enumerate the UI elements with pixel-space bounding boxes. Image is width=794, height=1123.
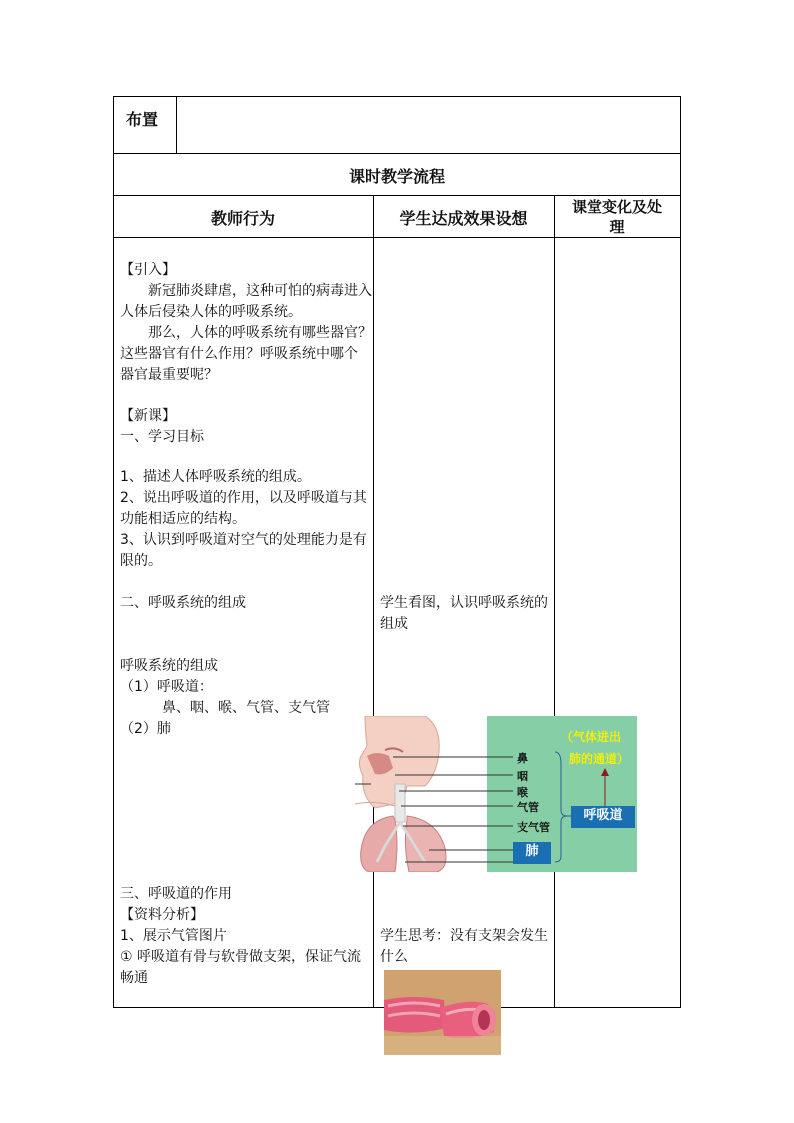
- row-label-assignment: 布置: [126, 110, 159, 129]
- objective-item: 限的。: [120, 553, 162, 569]
- airway-note-line1: （气体进出: [561, 730, 622, 744]
- analysis-item: ① 呼吸道有骨与软骨做支架，保证气流: [120, 949, 361, 965]
- label-nose: 鼻: [517, 752, 528, 765]
- header-classroom-line1: 课堂变化及处: [571, 198, 662, 216]
- intro-text: 新冠肺炎肆虐，这种可怕的病毒进入: [120, 283, 372, 299]
- objective-item: 3、认识到呼吸道对空气的处理能力是有: [120, 532, 367, 548]
- student-response: 组成: [380, 616, 408, 632]
- objective-item: 2、说出呼吸道的作用，以及呼吸道与其: [120, 490, 367, 506]
- analysis-item: 畅通: [120, 970, 148, 986]
- respiratory-system-figure: [355, 716, 637, 872]
- label-larynx: 喉: [517, 786, 528, 799]
- intro-text: 器官最重要呢？: [120, 367, 218, 383]
- header-teacher: 教师行为: [210, 209, 275, 228]
- trachea-illustration: [384, 970, 501, 1055]
- intro-text: 人体后侵染人体的呼吸系统。: [120, 304, 302, 320]
- composition-item: （1）呼吸道：: [120, 679, 213, 695]
- header-student: 学生达成效果设想: [399, 209, 528, 228]
- intro-text: 这些器官有什么作用？呼吸系统中哪个: [120, 346, 358, 362]
- table-border-right: [680, 96, 681, 1008]
- section-two-heading: 二、呼吸系统的组成: [120, 595, 246, 611]
- trachea-photo: [384, 970, 501, 1055]
- analysis-item: 1、展示气管图片: [120, 928, 227, 944]
- header-classroom: [554, 197, 680, 237]
- objective-item: 1、描述人体呼吸系统的组成。: [120, 469, 311, 485]
- header-classroom-line2: 理: [609, 218, 625, 236]
- label-lung: 肺: [513, 842, 551, 864]
- objectives-heading: 一、学习目标: [120, 429, 204, 445]
- label-trachea: 气管: [517, 801, 539, 814]
- table-rule: [113, 153, 681, 154]
- table-rule: [554, 195, 555, 1007]
- table-border-left: [113, 96, 114, 1008]
- new-lesson-heading: 【新课】: [120, 408, 176, 424]
- table-rule: [113, 195, 681, 196]
- table-rule: [176, 96, 177, 153]
- label-pharynx: 咽: [517, 770, 528, 783]
- table-rule: [373, 195, 374, 1007]
- intro-heading: 【引入】: [120, 262, 176, 278]
- student-response: 学生思考：没有支架会发生: [380, 928, 548, 944]
- airway-note-line2: 肺的通道）: [569, 752, 630, 766]
- table-rule: [113, 237, 681, 238]
- analysis-heading: 【资料分析】: [120, 907, 204, 923]
- student-response: 学生看图，认识呼吸系统的: [380, 595, 548, 611]
- section-title: 课时教学流程: [348, 167, 445, 186]
- composition-item: 鼻、咽、喉、气管、支气管: [120, 700, 330, 716]
- section-three-heading: 三、呼吸道的作用: [120, 886, 232, 902]
- label-bronchi: 支气管: [517, 821, 550, 834]
- objective-item: 功能相适应的结构。: [120, 511, 246, 527]
- intro-text: 那么，人体的呼吸系统有哪些器官？: [120, 325, 372, 341]
- composition-heading: 呼吸系统的组成: [120, 658, 218, 674]
- table-border-top: [113, 96, 681, 97]
- student-response: 什么: [380, 949, 408, 965]
- label-airway: 呼吸道: [571, 806, 635, 828]
- composition-item: （2）肺: [120, 721, 171, 737]
